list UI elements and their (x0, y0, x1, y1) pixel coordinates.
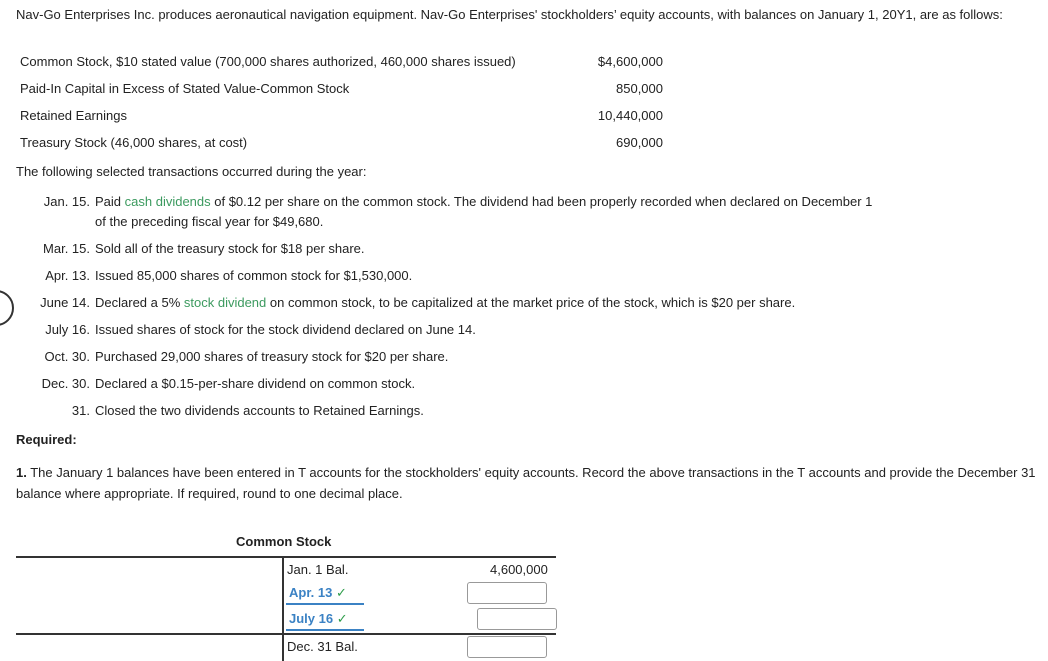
transaction-text-continued: of the preceding fiscal year for $49,680. (95, 214, 324, 229)
check-icon: ✓ (336, 611, 348, 626)
transaction-date: Mar. 15. (43, 241, 90, 256)
transaction-date: Oct. 30. (44, 349, 90, 364)
t-account-title: Common Stock (236, 534, 332, 549)
transaction-date: Dec. 30. (41, 376, 90, 391)
required-text: The January 1 balances have been entered in T accounts for the stockholders' equity accounts. Record the above transactions in the T accounts and provide the December 31 balance where appropriate. If required, round to one decimal place. (16, 465, 1036, 501)
transactions-intro: The following selected transactions occurred during the year: (16, 164, 367, 179)
amount-input-apr13[interactable] (467, 582, 547, 604)
transaction-text: Closed the two dividends accounts to Retained Earnings. (95, 403, 424, 418)
transaction-date: 31. (71, 403, 90, 418)
transaction-text (95, 295, 795, 310)
t-account-subtotal-line (16, 633, 556, 635)
transaction-date: Apr. 13. (45, 268, 90, 283)
transaction-text-part: of $0.12 per share on the common stock. The dividend had been properly recorded when declared on December 1 (210, 194, 873, 209)
balance-label-retained-earnings: Retained Earnings (20, 108, 127, 123)
balance-label-treasury-stock: Treasury Stock (46,000 shares, at cost) (20, 135, 248, 150)
balance-amount-paid-in-capital: 850,000 (616, 81, 663, 96)
dropdown-underline (286, 603, 364, 605)
t-row-label-july16[interactable] (289, 611, 348, 627)
transaction-text-part: on common stock, to be capitalized at the market price of the stock, which is $20 per share. (266, 295, 796, 310)
transaction-text (95, 194, 872, 209)
balance-amount-treasury-stock: 690,000 (616, 135, 663, 150)
required-number: 1. (16, 465, 27, 480)
t-account-center-line (282, 556, 284, 661)
required-instruction (16, 462, 1036, 504)
balance-amount-retained-earnings: 10,440,000 (597, 108, 663, 123)
transaction-text-part: Declared a 5% (95, 295, 184, 310)
transaction-date: June 14. (40, 295, 90, 310)
amount-input-dec31-balance[interactable] (467, 636, 547, 658)
transaction-text: Purchased 29,000 shares of treasury stock for $20 per share. (95, 349, 449, 364)
t-row-label-apr13[interactable] (289, 585, 347, 601)
problem-intro: Nav-Go Enterprises Inc. produces aeronautical navigation equipment. Nav-Go Enterprises' stockholders’ equity accounts, with balances on January 1, 20Y1, are as follows: (16, 7, 1003, 22)
transaction-date: Jan. 15. (43, 194, 90, 209)
transaction-text-part: Paid (95, 194, 125, 209)
transaction-date: July 16. (45, 322, 90, 337)
t-row-label-text: Apr. 13 (289, 585, 333, 600)
transaction-text: Issued shares of stock for the stock dividend declared on June 14. (95, 322, 476, 337)
t-row-label-text: July 16 (289, 611, 334, 626)
transaction-text: Declared a $0.15-per-share dividend on common stock. (95, 376, 416, 391)
dropdown-underline (286, 629, 364, 631)
balance-amount-common-stock: $4,600,000 (597, 54, 663, 69)
t-account-top-line (16, 556, 556, 558)
amount-input-july16[interactable] (477, 608, 557, 630)
required-heading: Required: (16, 432, 77, 447)
transaction-text: Sold all of the treasury stock for $18 per share. (95, 241, 365, 256)
check-icon: ✓ (335, 585, 347, 600)
cash-dividends-link[interactable]: cash dividends (124, 194, 211, 209)
t-row-label-jan1: Jan. 1 Bal. (287, 562, 349, 577)
t-row-label-dec31: Dec. 31 Bal. (287, 639, 358, 654)
balance-label-paid-in-capital: Paid-In Capital in Excess of Stated Value-Common Stock (20, 81, 350, 96)
transaction-text: Issued 85,000 shares of common stock for $1,530,000. (95, 268, 413, 283)
stock-dividend-link[interactable]: stock dividend (183, 295, 267, 310)
t-row-amount-jan1: 4,600,000 (490, 562, 548, 577)
balance-label-common-stock: Common Stock, $10 stated value (700,000 shares authorized, 460,000 shares issued) (20, 54, 516, 69)
